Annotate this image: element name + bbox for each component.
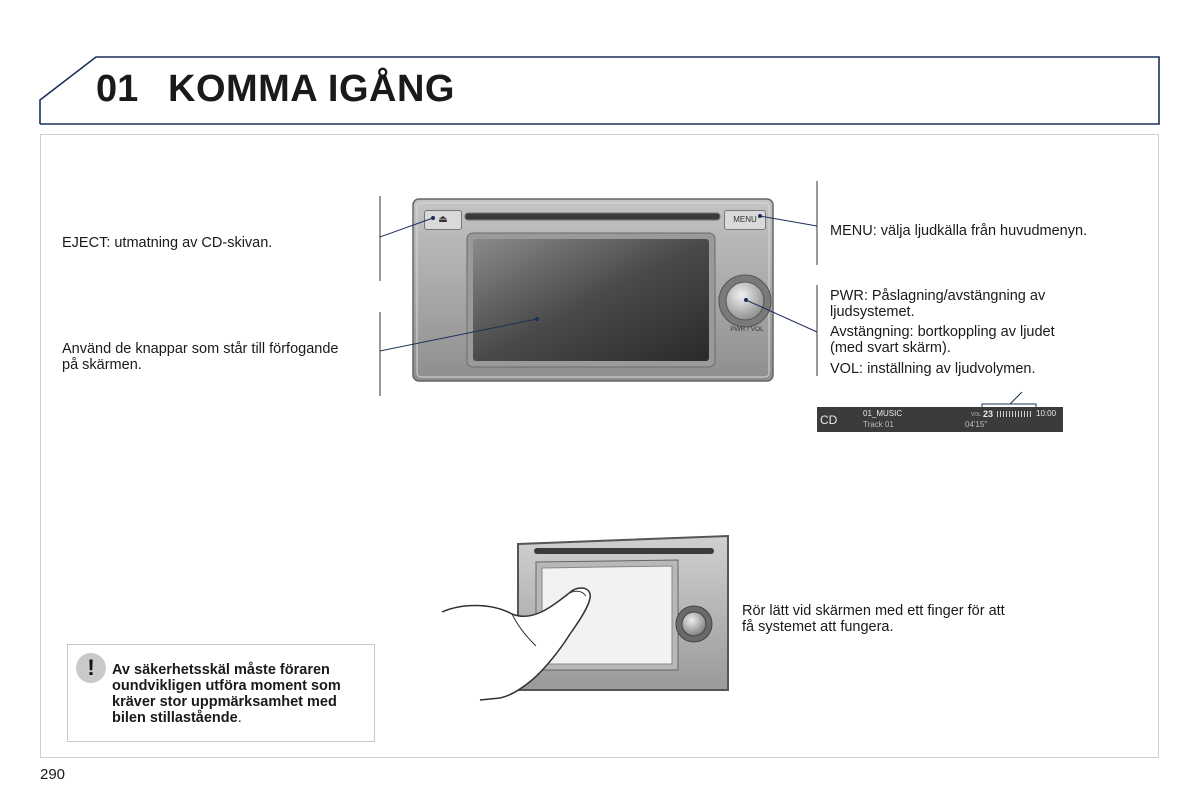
- screen-callout-line1: Använd de knappar som står till förfogande: [62, 341, 339, 357]
- eject-callout: EJECT: utmatning av CD-skivan.: [62, 235, 273, 251]
- cd-vol-value: 23: [983, 409, 994, 419]
- safety-warning-tail: .: [237, 710, 242, 726]
- screen-callout-line2: på skärmen.: [62, 357, 142, 373]
- page-number: 290: [40, 766, 66, 783]
- cd-display-strip: [817, 407, 1063, 432]
- cd-vol-label: VOL: [971, 412, 982, 418]
- safety-warning-text: [112, 662, 370, 726]
- cd-source-label: CD: [820, 413, 838, 427]
- chapter-number: 01: [96, 68, 139, 110]
- pwr-vol-knob-label: PWR / VOL: [730, 326, 764, 333]
- touch-screen-illustration: [440, 530, 740, 710]
- menu-callout: MENU: välja ljudkälla från huvudmenyn.: [830, 223, 1088, 239]
- vol-callout: VOL: inställning av ljudvolymen.: [830, 361, 1036, 377]
- mute-callout-line2: (med svart skärm).: [830, 340, 951, 356]
- exclamation-icon: !: [76, 653, 106, 683]
- safety-warning-box: [67, 644, 375, 742]
- eject-button[interactable]: ⏏: [424, 210, 462, 230]
- cd-elapsed-time: 04'15": [965, 420, 988, 429]
- menu-button[interactable]: MENU: [724, 210, 766, 230]
- cd-clock: 10:00: [1036, 409, 1057, 418]
- safety-warning-bold: Av säkerhetsskäl måste föraren oundvikligen utföra moment som kräver stor uppmärksamhet med bilen stillastående: [112, 662, 341, 726]
- touch-caption-line2: få systemet att fungera.: [742, 619, 894, 635]
- touch-caption-line1: Rör lätt vid skärmen med ett finger för att: [742, 603, 1005, 619]
- cd-volume-bar: [997, 411, 1031, 417]
- chapter-title: KOMMA IGÅNG: [168, 68, 455, 110]
- mute-callout-line1: Avstängning: bortkoppling av ljudet: [830, 324, 1055, 340]
- pwr-callout-line1: PWR: Påslagning/avstängning av: [830, 288, 1046, 304]
- pwr-callout-line2: ljudsystemet.: [830, 304, 915, 320]
- cd-track-number: Track 01: [863, 420, 894, 429]
- cd-track-title: 01_MUSIC: [863, 409, 903, 418]
